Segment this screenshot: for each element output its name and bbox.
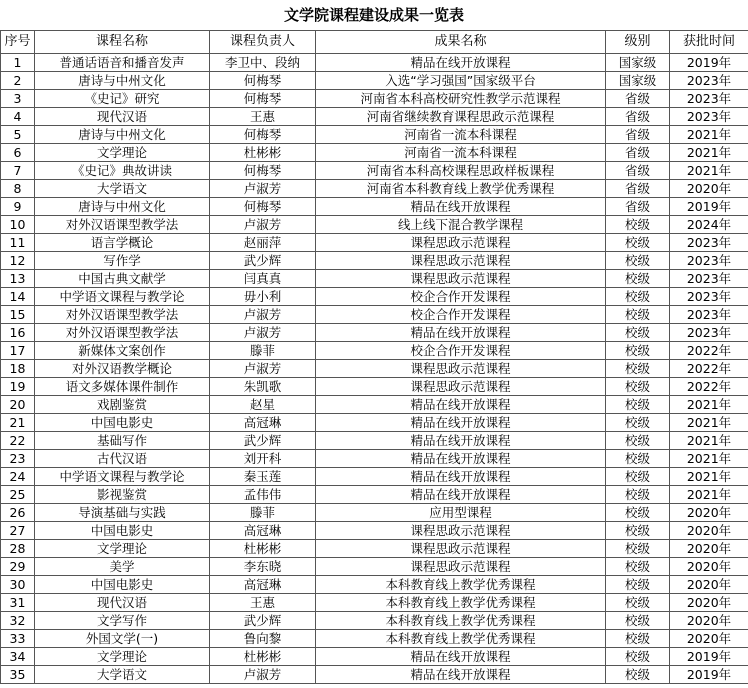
cell-course-name[interactable]: 现代汉语 [35, 594, 210, 612]
cell-achievement-name[interactable]: 本科教育线上教学优秀课程 [316, 612, 606, 630]
cell-course-name[interactable]: 中国古典文献学 [35, 270, 210, 288]
cell-level[interactable]: 省级 [606, 126, 670, 144]
cell-achievement-name[interactable]: 校企合作开发课程 [316, 342, 606, 360]
table-row [1, 234, 748, 252]
table-row [1, 468, 748, 486]
cell-achievement-name[interactable]: 河南省本科高校研究性教学示范课程 [316, 90, 606, 108]
cell-level[interactable]: 省级 [606, 180, 670, 198]
cell-approval-time[interactable]: 2023年 [670, 234, 748, 252]
cell-course-lead[interactable]: 武少辉 [210, 432, 316, 450]
cell-index[interactable]: 2 [1, 72, 35, 90]
cell-approval-time[interactable]: 2020年 [670, 630, 748, 648]
cell-course-name[interactable]: 语文多媒体课件制作 [35, 378, 210, 396]
cell-course-lead[interactable]: 杜彬彬 [210, 648, 316, 666]
table-row [1, 108, 748, 126]
cell-approval-time[interactable]: 2020年 [670, 594, 748, 612]
cell-approval-time[interactable]: 2019年 [670, 666, 748, 684]
cell-course-name[interactable]: 大学语文 [35, 666, 210, 684]
cell-index[interactable]: 26 [1, 504, 35, 522]
cell-level[interactable]: 校级 [606, 378, 670, 396]
table-row [1, 198, 748, 216]
cell-course-name[interactable]: 中国电影史 [35, 414, 210, 432]
header-course-name[interactable]: 课程名称 [35, 31, 210, 54]
cell-course-lead[interactable]: 王惠 [210, 108, 316, 126]
cell-course-lead[interactable]: 滕菲 [210, 342, 316, 360]
cell-course-name[interactable]: 文学理论 [35, 540, 210, 558]
cell-achievement-name[interactable]: 本科教育线上教学优秀课程 [316, 594, 606, 612]
table-row [1, 126, 748, 144]
cell-index[interactable]: 15 [1, 306, 35, 324]
cell-achievement-name[interactable]: 线上线下混合教学课程 [316, 216, 606, 234]
cell-index[interactable]: 10 [1, 216, 35, 234]
cell-level[interactable]: 省级 [606, 90, 670, 108]
cell-course-lead[interactable]: 卢淑芳 [210, 306, 316, 324]
cell-approval-time[interactable]: 2019年 [670, 198, 748, 216]
cell-approval-time[interactable]: 2022年 [670, 360, 748, 378]
cell-level[interactable]: 省级 [606, 108, 670, 126]
cell-level[interactable]: 校级 [606, 360, 670, 378]
table-row [1, 414, 748, 432]
cell-achievement-name[interactable]: 校企合作开发课程 [316, 288, 606, 306]
table-row [1, 594, 748, 612]
cell-achievement-name[interactable]: 精品在线开放课程 [316, 396, 606, 414]
cell-approval-time[interactable]: 2021年 [670, 486, 748, 504]
cell-index[interactable]: 23 [1, 450, 35, 468]
header-index[interactable]: 序号 [1, 31, 35, 54]
cell-approval-time[interactable]: 2021年 [670, 144, 748, 162]
sheet-title: 文学院课程建设成果一览表 [283, 6, 464, 24]
cell-achievement-name[interactable]: 应用型课程 [316, 504, 606, 522]
table-row [1, 54, 748, 72]
cell-course-name[interactable]: 对外汉语教学概论 [35, 360, 210, 378]
cell-course-lead[interactable]: 李卫中、段纳 [210, 54, 316, 72]
table-row [1, 558, 748, 576]
cell-course-lead[interactable]: 王惠 [210, 594, 316, 612]
cell-course-name[interactable]: 影视鉴赏 [35, 486, 210, 504]
table-row [1, 270, 748, 288]
cell-achievement-name[interactable]: 课程思政示范课程 [316, 270, 606, 288]
table-row [1, 630, 748, 648]
cell-approval-time[interactable]: 2024年 [670, 216, 748, 234]
cell-course-name[interactable]: 中国电影史 [35, 522, 210, 540]
cell-course-lead[interactable]: 赵丽萍 [210, 234, 316, 252]
cell-course-lead[interactable]: 朱凯歌 [210, 378, 316, 396]
cell-course-name[interactable]: 《史记》典故讲读 [35, 162, 210, 180]
cell-index[interactable]: 14 [1, 288, 35, 306]
cell-index[interactable]: 5 [1, 126, 35, 144]
cell-course-name[interactable]: 文学理论 [35, 144, 210, 162]
cell-level[interactable]: 校级 [606, 468, 670, 486]
cell-achievement-name[interactable]: 校企合作开发课程 [316, 306, 606, 324]
cell-index[interactable]: 24 [1, 468, 35, 486]
cell-level[interactable]: 校级 [606, 648, 670, 666]
cell-course-lead[interactable]: 何梅琴 [210, 198, 316, 216]
cell-level[interactable]: 校级 [606, 324, 670, 342]
table-row [1, 162, 748, 180]
cell-achievement-name[interactable]: 精品在线开放课程 [316, 450, 606, 468]
cell-approval-time[interactable]: 2022年 [670, 342, 748, 360]
cell-achievement-name[interactable]: 河南省继续教育课程思政示范课程 [316, 108, 606, 126]
cell-achievement-name[interactable]: 入选“学习强国”国家级平台 [316, 72, 606, 90]
cell-course-lead[interactable]: 闫真真 [210, 270, 316, 288]
cell-level[interactable]: 省级 [606, 144, 670, 162]
cell-course-lead[interactable]: 鲁向黎 [210, 630, 316, 648]
cell-course-lead[interactable]: 李东晓 [210, 558, 316, 576]
cell-course-lead[interactable]: 武少辉 [210, 612, 316, 630]
cell-course-lead[interactable]: 何梅琴 [210, 126, 316, 144]
table-row [1, 504, 748, 522]
cell-level[interactable]: 校级 [606, 666, 670, 684]
table-row [1, 540, 748, 558]
cell-approval-time[interactable]: 2023年 [670, 288, 748, 306]
cell-level[interactable]: 校级 [606, 432, 670, 450]
cell-course-name[interactable]: 写作学 [35, 252, 210, 270]
cell-achievement-name[interactable]: 课程思政示范课程 [316, 378, 606, 396]
cell-achievement-name[interactable]: 精品在线开放课程 [316, 468, 606, 486]
cell-index[interactable]: 32 [1, 612, 35, 630]
cell-course-name[interactable]: 唐诗与中州文化 [35, 126, 210, 144]
cell-level[interactable]: 校级 [606, 630, 670, 648]
cell-index[interactable]: 19 [1, 378, 35, 396]
cell-achievement-name[interactable]: 精品在线开放课程 [316, 198, 606, 216]
cell-course-name[interactable]: 现代汉语 [35, 108, 210, 126]
cell-index[interactable]: 29 [1, 558, 35, 576]
cell-course-name[interactable]: 语言学概论 [35, 234, 210, 252]
cell-approval-time[interactable]: 2020年 [670, 576, 748, 594]
cell-achievement-name[interactable]: 课程思政示范课程 [316, 234, 606, 252]
cell-level[interactable]: 省级 [606, 198, 670, 216]
cell-level[interactable]: 校级 [606, 486, 670, 504]
cell-course-name[interactable]: 文学理论 [35, 648, 210, 666]
cell-achievement-name[interactable]: 精品在线开放课程 [316, 324, 606, 342]
table-row [1, 612, 748, 630]
cell-course-lead[interactable]: 滕菲 [210, 504, 316, 522]
cell-approval-time[interactable]: 2023年 [670, 306, 748, 324]
cell-achievement-name[interactable]: 精品在线开放课程 [316, 648, 606, 666]
cell-course-name[interactable]: 普通话语音和播音发声 [35, 54, 210, 72]
cell-achievement-name[interactable]: 课程思政示范课程 [316, 360, 606, 378]
cell-index[interactable]: 17 [1, 342, 35, 360]
table-row [1, 72, 748, 90]
table-row [1, 360, 748, 378]
cell-index[interactable]: 31 [1, 594, 35, 612]
cell-level[interactable]: 校级 [606, 450, 670, 468]
table-row [1, 306, 748, 324]
cell-course-lead[interactable]: 毋小利 [210, 288, 316, 306]
cell-approval-time[interactable]: 2020年 [670, 540, 748, 558]
cell-achievement-name[interactable]: 本科教育线上教学优秀课程 [316, 630, 606, 648]
header-level[interactable]: 级别 [606, 31, 670, 54]
cell-index[interactable]: 30 [1, 576, 35, 594]
cell-approval-time[interactable]: 2023年 [670, 252, 748, 270]
cell-course-name[interactable]: 大学语文 [35, 180, 210, 198]
cell-course-name[interactable]: 导演基础与实践 [35, 504, 210, 522]
cell-achievement-name[interactable]: 河南省本科教育线上教学优秀课程 [316, 180, 606, 198]
cell-achievement-name[interactable]: 本科教育线上教学优秀课程 [316, 576, 606, 594]
cell-index[interactable]: 8 [1, 180, 35, 198]
table-row [1, 342, 748, 360]
cell-course-name[interactable]: 美学 [35, 558, 210, 576]
cell-approval-time[interactable]: 2021年 [670, 468, 748, 486]
cell-index[interactable]: 18 [1, 360, 35, 378]
cell-course-name[interactable]: 古代汉语 [35, 450, 210, 468]
cell-achievement-name[interactable]: 河南省一流本科课程 [316, 126, 606, 144]
table-row [1, 378, 748, 396]
table-row [1, 666, 748, 684]
cell-level[interactable]: 校级 [606, 270, 670, 288]
cell-course-lead[interactable]: 高冠琳 [210, 522, 316, 540]
cell-course-lead[interactable]: 何梅琴 [210, 90, 316, 108]
table-row [1, 90, 748, 108]
cell-level[interactable]: 校级 [606, 576, 670, 594]
cell-approval-time[interactable]: 2020年 [670, 522, 748, 540]
cell-index[interactable]: 12 [1, 252, 35, 270]
cell-course-lead[interactable]: 卢淑芳 [210, 360, 316, 378]
cell-index[interactable]: 34 [1, 648, 35, 666]
cell-achievement-name[interactable]: 精品在线开放课程 [316, 486, 606, 504]
cell-index[interactable]: 11 [1, 234, 35, 252]
cell-course-lead[interactable]: 何梅琴 [210, 72, 316, 90]
cell-approval-time[interactable]: 2023年 [670, 72, 748, 90]
table-header-row [1, 31, 748, 54]
cell-approval-time[interactable]: 2021年 [670, 450, 748, 468]
cell-index[interactable]: 25 [1, 486, 35, 504]
cell-index[interactable]: 1 [1, 54, 35, 72]
cell-level[interactable]: 省级 [606, 162, 670, 180]
cell-course-lead[interactable]: 孟伟伟 [210, 486, 316, 504]
header-achievement-name[interactable]: 成果名称 [316, 31, 606, 54]
cell-course-name[interactable]: 对外汉语课型教学法 [35, 306, 210, 324]
cell-course-name[interactable]: 新媒体文案创作 [35, 342, 210, 360]
cell-course-lead[interactable]: 刘开科 [210, 450, 316, 468]
table-row [1, 576, 748, 594]
cell-achievement-name[interactable]: 课程思政示范课程 [316, 252, 606, 270]
table-body [1, 54, 748, 684]
cell-achievement-name[interactable]: 精品在线开放课程 [316, 432, 606, 450]
cell-approval-time[interactable]: 2023年 [670, 270, 748, 288]
header-course-lead[interactable]: 课程负责人 [210, 31, 316, 54]
cell-course-lead[interactable]: 高冠琳 [210, 414, 316, 432]
cell-course-name[interactable]: 文学写作 [35, 612, 210, 630]
table-row [1, 216, 748, 234]
cell-level[interactable]: 校级 [606, 234, 670, 252]
cell-course-name[interactable]: 中国电影史 [35, 576, 210, 594]
cell-level[interactable]: 校级 [606, 288, 670, 306]
cell-index[interactable]: 35 [1, 666, 35, 684]
cell-approval-time[interactable]: 2020年 [670, 558, 748, 576]
cell-course-name[interactable]: 唐诗与中州文化 [35, 198, 210, 216]
cell-achievement-name[interactable]: 精品在线开放课程 [316, 54, 606, 72]
cell-course-lead[interactable]: 卢淑芳 [210, 216, 316, 234]
cell-course-lead[interactable]: 卢淑芳 [210, 666, 316, 684]
cell-approval-time[interactable]: 2021年 [670, 414, 748, 432]
cell-achievement-name[interactable]: 河南省本科高校课程思政样板课程 [316, 162, 606, 180]
table-row [1, 396, 748, 414]
cell-course-name[interactable]: 戏剧鉴赏 [35, 396, 210, 414]
cell-approval-time[interactable]: 2021年 [670, 396, 748, 414]
cell-course-lead[interactable]: 卢淑芳 [210, 324, 316, 342]
cell-level[interactable]: 国家级 [606, 54, 670, 72]
table-row [1, 450, 748, 468]
cell-achievement-name[interactable]: 精品在线开放课程 [316, 414, 606, 432]
cell-level[interactable]: 校级 [606, 252, 670, 270]
cell-index[interactable]: 7 [1, 162, 35, 180]
cell-approval-time[interactable]: 2022年 [670, 378, 748, 396]
header-approval-time[interactable]: 获批时间 [670, 31, 748, 54]
cell-index[interactable]: 13 [1, 270, 35, 288]
cell-index[interactable]: 21 [1, 414, 35, 432]
cell-course-name[interactable]: 中学语文课程与教学论 [35, 468, 210, 486]
cell-index[interactable]: 27 [1, 522, 35, 540]
cell-level[interactable]: 校级 [606, 342, 670, 360]
cell-course-name[interactable]: 对外汉语课型教学法 [35, 324, 210, 342]
cell-index[interactable]: 20 [1, 396, 35, 414]
cell-level[interactable]: 校级 [606, 612, 670, 630]
cell-achievement-name[interactable]: 课程思政示范课程 [316, 540, 606, 558]
cell-index[interactable]: 6 [1, 144, 35, 162]
cell-course-lead[interactable]: 高冠琳 [210, 576, 316, 594]
cell-course-lead[interactable]: 卢淑芳 [210, 180, 316, 198]
cell-course-name[interactable]: 《史记》研究 [35, 90, 210, 108]
cell-index[interactable]: 22 [1, 432, 35, 450]
table-row [1, 324, 748, 342]
cell-approval-time[interactable]: 2021年 [670, 126, 748, 144]
cell-course-lead[interactable]: 杜彬彬 [210, 540, 316, 558]
cell-index[interactable]: 16 [1, 324, 35, 342]
table-row [1, 648, 748, 666]
cell-course-lead[interactable]: 武少辉 [210, 252, 316, 270]
cell-achievement-name[interactable]: 课程思政示范课程 [316, 558, 606, 576]
table-row [1, 522, 748, 540]
cell-achievement-name[interactable]: 河南省一流本科课程 [316, 144, 606, 162]
cell-index[interactable]: 9 [1, 198, 35, 216]
cell-index[interactable]: 28 [1, 540, 35, 558]
cell-course-name[interactable]: 对外汉语课型教学法 [35, 216, 210, 234]
cell-approval-time[interactable]: 2023年 [670, 324, 748, 342]
cell-course-name[interactable]: 唐诗与中州文化 [35, 72, 210, 90]
cell-course-lead[interactable]: 赵星 [210, 396, 316, 414]
cell-approval-time[interactable]: 2020年 [670, 504, 748, 522]
cell-approval-time[interactable]: 2020年 [670, 612, 748, 630]
cell-index[interactable]: 33 [1, 630, 35, 648]
table-row [1, 252, 748, 270]
cell-course-lead[interactable]: 秦玉莲 [210, 468, 316, 486]
cell-approval-time[interactable]: 2020年 [670, 180, 748, 198]
table-row [1, 288, 748, 306]
table-row [1, 432, 748, 450]
cell-achievement-name[interactable]: 精品在线开放课程 [316, 666, 606, 684]
cell-level[interactable]: 校级 [606, 522, 670, 540]
cell-approval-time[interactable]: 2023年 [670, 90, 748, 108]
cell-approval-time[interactable]: 2021年 [670, 432, 748, 450]
cell-approval-time[interactable]: 2021年 [670, 162, 748, 180]
cell-course-name[interactable]: 外国文学(一) [35, 630, 210, 648]
cell-index[interactable]: 4 [1, 108, 35, 126]
cell-approval-time[interactable]: 2023年 [670, 108, 748, 126]
cell-course-name[interactable]: 基础写作 [35, 432, 210, 450]
cell-level[interactable]: 校级 [606, 216, 670, 234]
cell-index[interactable]: 3 [1, 90, 35, 108]
cell-level[interactable]: 校级 [606, 594, 670, 612]
course-achievements-table [0, 30, 748, 684]
cell-approval-time[interactable]: 2019年 [670, 54, 748, 72]
table-row [1, 144, 748, 162]
table-row [1, 486, 748, 504]
table-row [1, 180, 748, 198]
cell-approval-time[interactable]: 2019年 [670, 648, 748, 666]
cell-level[interactable]: 校级 [606, 504, 670, 522]
cell-level[interactable]: 校级 [606, 396, 670, 414]
cell-achievement-name[interactable]: 课程思政示范课程 [316, 522, 606, 540]
cell-course-name[interactable]: 中学语文课程与教学论 [35, 288, 210, 306]
cell-level[interactable]: 校级 [606, 540, 670, 558]
cell-course-lead[interactable]: 杜彬彬 [210, 144, 316, 162]
cell-level[interactable]: 校级 [606, 306, 670, 324]
cell-course-lead[interactable]: 何梅琴 [210, 162, 316, 180]
cell-level[interactable]: 校级 [606, 558, 670, 576]
cell-level[interactable]: 国家级 [606, 72, 670, 90]
cell-level[interactable]: 校级 [606, 414, 670, 432]
